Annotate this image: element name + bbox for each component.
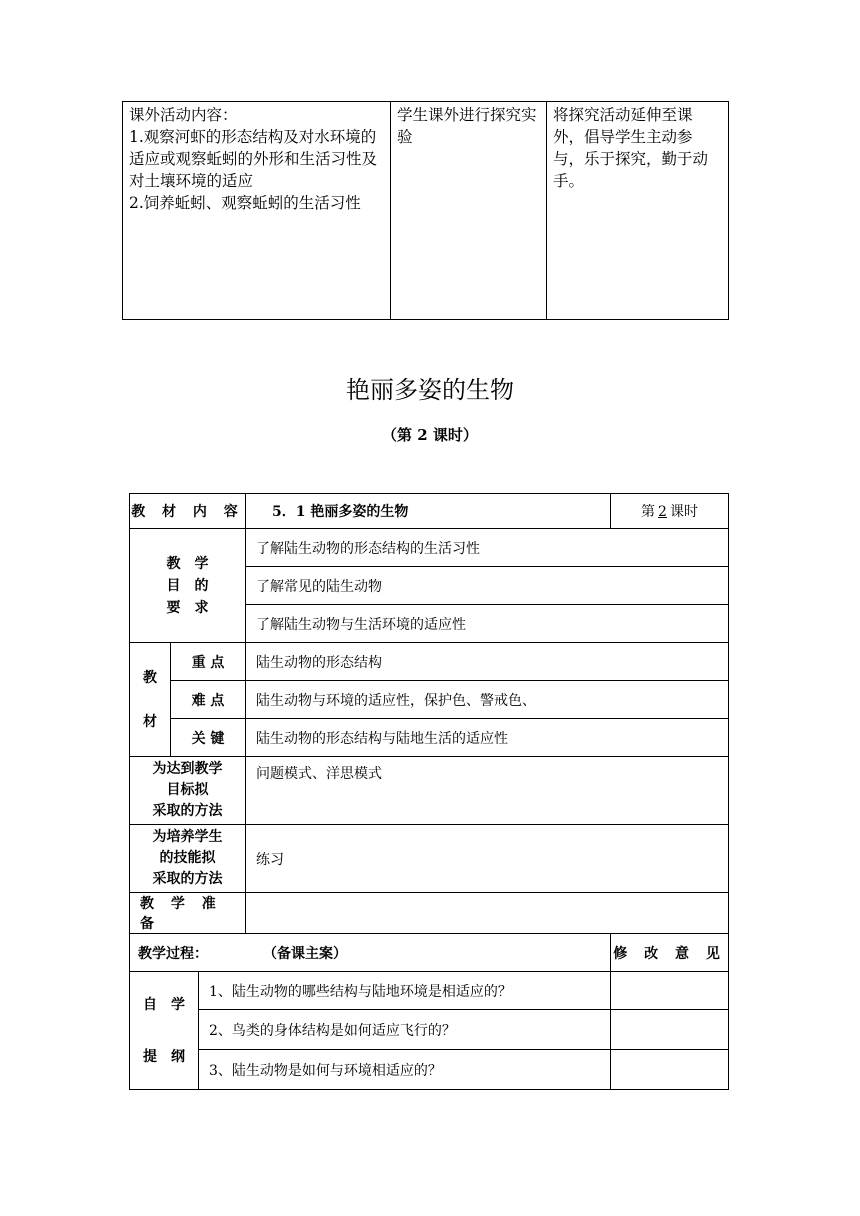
goals-label-line-2: 目 的: [166, 577, 209, 594]
key-point-value: 陆生动物的形态结构: [246, 643, 729, 681]
method-label-line-3: 采取的方法: [152, 803, 223, 819]
question-item: 2、鸟类的身体结构是如何适应飞行的？: [199, 1010, 611, 1050]
revision-cell: [611, 1050, 729, 1090]
process-label: 教学过程：: [138, 945, 208, 962]
page-title: 艳丽多姿的生物: [346, 376, 514, 404]
prep-label: 教 学 准 备: [130, 893, 246, 934]
activity-content-cell: 课外活动内容： 1.观察河虾的形态结构及对水环境的适应或观察蚯蚓的外形和生活习性及对土壤环境的适应 2.饲养蚯蚓、观察蚯蚓的生活习性: [123, 102, 391, 320]
purpose-cell: 将探究活动延伸至课外，倡导学生主动参与，乐于探究，勤于动手。: [547, 102, 729, 320]
material-label: 教 材 内 容: [130, 494, 246, 529]
skill-label: [130, 825, 246, 893]
goals-label-line-3: 要 求: [166, 599, 209, 616]
student-activity-cell: 学生课外进行探究实验: [391, 102, 547, 320]
difficulty-label: 难 点: [171, 681, 246, 719]
goals-label-line-1: 教 学: [166, 555, 209, 572]
self-study-label: [130, 972, 199, 1090]
question-item: 1、陆生动物的哪些结构与陆地环境是相适应的？: [199, 972, 611, 1010]
prep-value: [246, 893, 729, 934]
revision-label: 修 改 意 见: [611, 934, 729, 972]
question-item: 3、陆生动物是如何与环境相适应的？: [199, 1050, 611, 1090]
process-note: （备课主案）: [270, 945, 347, 962]
method-label-line-1: 为达到教学: [152, 761, 223, 777]
goals-label: [130, 529, 246, 643]
skill-value: 练习: [246, 825, 729, 893]
goal-item: 了解陆生动物与生活环境的适应性: [246, 605, 729, 643]
lesson-number: 2: [658, 504, 667, 520]
revision-cell: [611, 1010, 729, 1050]
lesson-number-cell: [611, 494, 729, 529]
skill-label-line-2: 的技能拟: [159, 850, 216, 866]
method-label-line-2: 目标拟: [166, 782, 209, 798]
goal-item: 了解陆生动物的形态结构的生活习性: [246, 529, 729, 567]
page-subtitle: （第 2 课时）: [382, 426, 478, 444]
method-label: [130, 757, 246, 825]
skill-label-line-1: 为培养学生: [152, 829, 223, 845]
lesson-plan-table: [129, 493, 729, 1090]
skill-label-line-3: 采取的方法: [152, 871, 223, 887]
material-value: 5．1 艳丽多姿的生物: [246, 494, 611, 529]
difficulty-value: 陆生动物与环境的适应性，保护色、警戒色、: [246, 681, 729, 719]
key-point-label: 重 点: [171, 643, 246, 681]
textbook-label: [130, 643, 171, 757]
goal-item: 了解常见的陆生动物: [246, 567, 729, 605]
lesson-prefix: 第: [641, 504, 656, 520]
crux-value: 陆生动物的形态结构与陆地生活的适应性: [246, 719, 729, 757]
lesson-suffix: 课时: [669, 504, 698, 520]
crux-label: 关 键: [171, 719, 246, 757]
self-study-label-line-1: 自 学: [143, 996, 185, 1013]
textbook-label-line-2: 材: [143, 713, 157, 730]
textbook-label-line-1: 教: [143, 669, 157, 686]
activity-table: [122, 101, 729, 320]
method-value: 问题模式、洋思模式: [246, 757, 729, 825]
self-study-label-line-2: 提 纲: [143, 1048, 185, 1065]
revision-cell: [611, 972, 729, 1010]
process-header: [130, 934, 611, 972]
